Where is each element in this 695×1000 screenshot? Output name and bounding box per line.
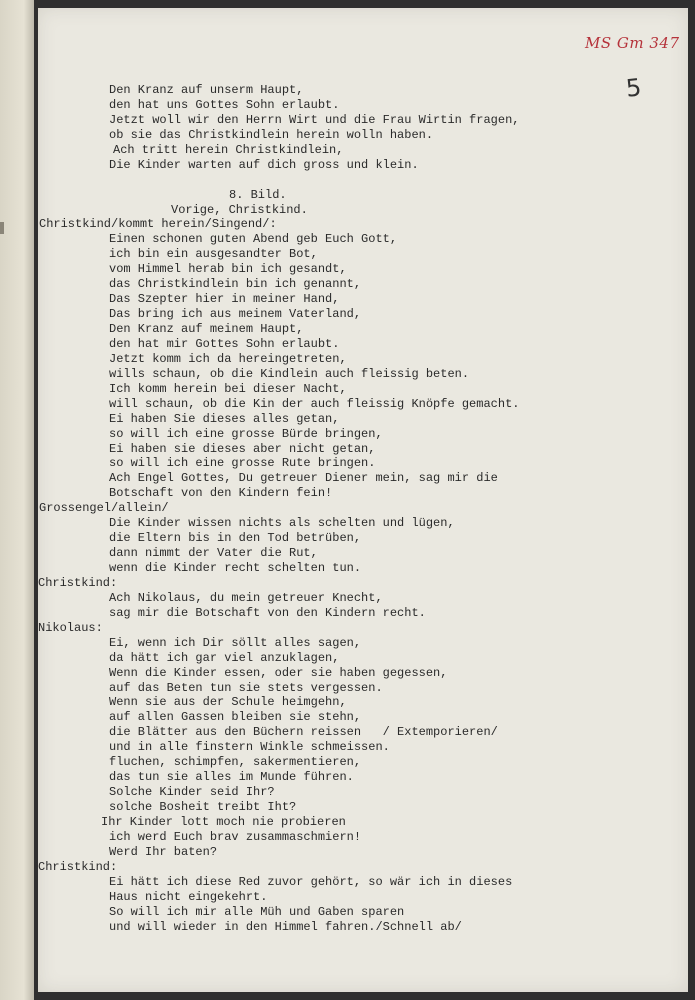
speaker-line: Christkind/kommt herein/Singend/: <box>39 217 277 232</box>
speaker-line: Christkind: <box>38 575 118 590</box>
text-line: So will ich mir alle Müh und Gaben sparen <box>109 904 405 919</box>
text-line: da hätt ich gar viel anzuklagen, <box>109 650 340 665</box>
text-line: 8. Bild. <box>229 187 287 202</box>
speaker-line: Grossengel/allein/ <box>39 501 169 516</box>
speaker-line: Nikolaus: <box>38 620 103 635</box>
text-line: den hat uns Gottes Sohn erlaubt. <box>109 97 340 112</box>
text-line: und will wieder in den Himmel fahren./Schnell ab/ <box>109 919 462 934</box>
text-line: solche Bosheit treibt Iht? <box>109 800 297 814</box>
text-line: Einen schonen guten Abend geb Euch Gott, <box>109 232 398 247</box>
text-line: wenn die Kinder recht schelten tun. <box>109 561 362 575</box>
text-line: den hat mir Gottes Sohn erlaubt. <box>109 336 340 351</box>
text-line: Ach Nikolaus, du mein getreuer Knecht, <box>109 590 383 605</box>
text-line: dann nimmt der Vater die Rut, <box>109 546 318 561</box>
text-line: und in alle finstern Winkle schmeissen. <box>109 740 390 755</box>
text-line: fluchen, schimpfen, sakermentieren, <box>109 755 362 770</box>
binding-mark <box>0 222 4 234</box>
text-line: Botschaft von den Kindern fein! <box>109 486 333 501</box>
text-line: Die Kinder wissen nichts als schelten und lügen, <box>109 516 455 531</box>
text-line: Ei, wenn ich Dir söllt alles sagen, <box>109 635 362 650</box>
text-line: das Christkindlein bin ich genannt, <box>109 277 362 292</box>
text-line: vom Himmel herab bin ich gesandt, <box>109 262 347 277</box>
speaker-line: Christkind: <box>38 859 118 874</box>
text-line: wills schaun, ob die Kindlein auch fleissig beten. <box>109 366 470 381</box>
text-line: Den Kranz auf meinem Haupt, <box>109 322 304 336</box>
text-line: Solche Kinder seid Ihr? <box>109 785 275 800</box>
text-line: Vorige, Christkind. <box>171 202 308 217</box>
text-line: so will ich eine grosse Bürde bringen, <box>109 426 383 441</box>
text-line: Wenn die Kinder essen, oder sie haben gegessen, <box>109 665 448 680</box>
text-line: ob sie das Christkindlein herein wolln haben. <box>109 127 434 142</box>
text-line: ich werd Euch brav zusammaschmiern! <box>109 829 362 844</box>
text-line: ich bin ein ausgesandter Bot, <box>109 247 318 262</box>
text-line: Werd Ihr baten? <box>109 844 218 859</box>
text-line: Die Kinder warten auf dich gross und klein. <box>109 157 419 172</box>
text-line: Den Kranz auf unserm Haupt, <box>109 83 304 97</box>
text-line: die Blätter aus den Büchern reissen / Extemporieren/ <box>109 725 498 740</box>
text-line: Jetzt komm ich da hereingetreten, <box>109 351 347 366</box>
text-line: sag mir die Botschaft von den Kindern recht. <box>109 605 426 620</box>
text-line: Ich komm herein bei dieser Nacht, <box>109 381 347 396</box>
text-line: Das Szepter hier in meiner Hand, <box>109 292 340 307</box>
text-line: Ei haben sie dieses aber nicht getan, <box>109 441 376 456</box>
text-line: Wenn sie aus der Schule heimgehn, <box>109 695 347 710</box>
text-line: Jetzt woll wir den Herrn Wirt und die Frau Wirtin fragen, <box>109 112 520 127</box>
typescript-page <box>38 8 688 992</box>
text-line: auf allen Gassen bleiben sie stehn, <box>109 710 362 725</box>
text-line: Ihr Kinder lott moch nie probieren <box>101 814 346 829</box>
text-line: die Eltern bis in den Tod betrüben, <box>109 531 362 546</box>
text-line: Haus nicht eingekehrt. <box>109 889 268 904</box>
text-line: will schaun, ob die Kin der auch fleissig Knöpfe gemacht. <box>109 396 520 411</box>
text-line: auf das Beten tun sie stets vergessen. <box>109 680 383 695</box>
folio-number: 5 <box>624 73 643 103</box>
typescript-text <box>38 83 688 934</box>
book-binding-edge <box>0 0 34 1000</box>
text-line: Ei hätt ich diese Red zuvor gehört, so wär ich in dieses <box>109 874 513 889</box>
shelfmark-annotation: MS Gm 347 <box>585 34 680 52</box>
text-line: Das bring ich aus meinem Vaterland, <box>109 307 362 322</box>
text-line: Ei haben Sie dieses alles getan, <box>109 411 340 426</box>
text-line: Ach tritt herein Christkindlein, <box>113 142 344 157</box>
speaker-line <box>38 173 688 188</box>
text-line: Ach Engel Gottes, Du getreuer Diener mein, sag mir die <box>109 471 498 486</box>
text-line: so will ich eine grosse Rute bringen. <box>109 456 376 471</box>
text-line: das tun sie alles im Munde führen. <box>109 770 354 785</box>
